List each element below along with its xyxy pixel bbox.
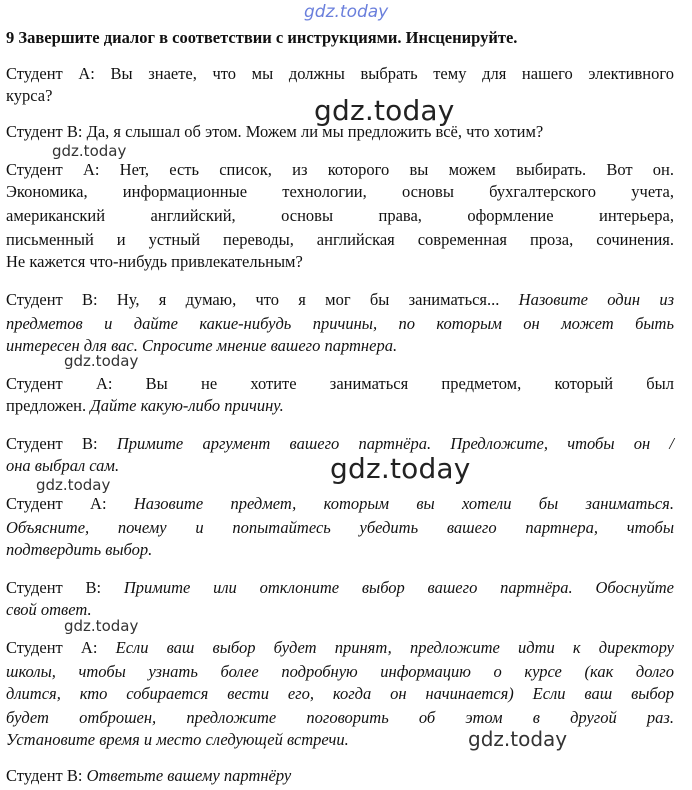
- dialogue-line: подтвердить выбор.: [6, 540, 153, 559]
- dialogue-line: Студент В: Да, я слышал об этом. Можем ли мы предложить всё, что хотим?: [6, 122, 544, 141]
- watermark-small-5: gdz.today: [468, 727, 568, 751]
- dialogue-line: Студент В: Примите или отклоните выбор вашего партнёра. Обоснуйте: [6, 578, 675, 597]
- watermark-small-1: gdz.today: [52, 142, 127, 160]
- dialogue-line: Не кажется что-нибудь привлекательным?: [6, 252, 303, 271]
- dialogue-line: длится, кто собирается вести его, когда он начинается) Если ваш выбор: [6, 684, 674, 703]
- dialogue-line: Студент А: Если ваш выбор будет принят, предложите идти к директору: [6, 638, 674, 657]
- dialogue-line: она выбрал сам.: [6, 456, 120, 475]
- watermark-small-3: gdz.today: [36, 476, 111, 494]
- dialogue-line: Экономика, информационные технологии, основы бухгалтерского учета,: [6, 182, 674, 201]
- dialogue-line: Студент В: Ну, я думаю, что я мог бы заниматься... Назовите один из: [6, 290, 674, 309]
- exercise-title: 9 Завершите диалог в соответствии с инструкциями. Инсценируйте.: [6, 28, 518, 47]
- dialogue-line: Установите время и место следующей встречи.: [6, 730, 349, 749]
- watermark-big-2: gdz.today: [330, 452, 471, 485]
- dialogue-line: американский английский, основы права, оформление интерьера,: [6, 206, 674, 225]
- watermark-small-4: gdz.today: [64, 617, 139, 635]
- dialogue-line: письменный и устный переводы, английская современная проза, сочинения.: [6, 230, 674, 249]
- dialogue-line: будет отброшен, предложите поговорить об этом в другой раз.: [6, 708, 674, 727]
- watermark-big-1: gdz.today: [314, 94, 455, 127]
- watermark-small-2: gdz.today: [64, 352, 139, 370]
- dialogue-line: курса?: [6, 86, 53, 105]
- dialogue-line: школы, чтобы узнать более подробную информацию о курсе (как долго: [6, 662, 674, 681]
- dialogue-line: Студент А: Нет, есть список, из которого вы можем выбирать. Вот он.: [6, 160, 674, 179]
- dialogue-line: Студент А: Вы знаете, что мы должны выбрать тему для нашего элективного: [6, 64, 674, 83]
- dialogue-line: Студент А: Назовите предмет, которым вы хотели бы заниматься.: [6, 494, 674, 513]
- dialogue-line: предметов и дайте какие-нибудь причины, по которым он может быть: [6, 314, 674, 333]
- dialogue-line: Объясните, почему и попытайтесь убедить вашего партнера, чтобы: [6, 518, 674, 537]
- dialogue-line: свой ответ.: [6, 600, 92, 619]
- dialogue-line: интересен для вас. Спросите мнение вашего партнера.: [6, 336, 398, 355]
- watermark-top: gdz.today: [304, 2, 389, 22]
- dialogue-line: Студент А: Вы не хотите заниматься предметом, который был: [6, 374, 674, 393]
- dialogue-line: Студент В: Примите аргумент вашего партнёра. Предложите, чтобы он /: [6, 434, 674, 453]
- dialogue-line: Студент В: Ответьте вашему партнёру: [6, 766, 292, 785]
- dialogue-line: предложен. Дайте какую-либо причину.: [6, 396, 284, 415]
